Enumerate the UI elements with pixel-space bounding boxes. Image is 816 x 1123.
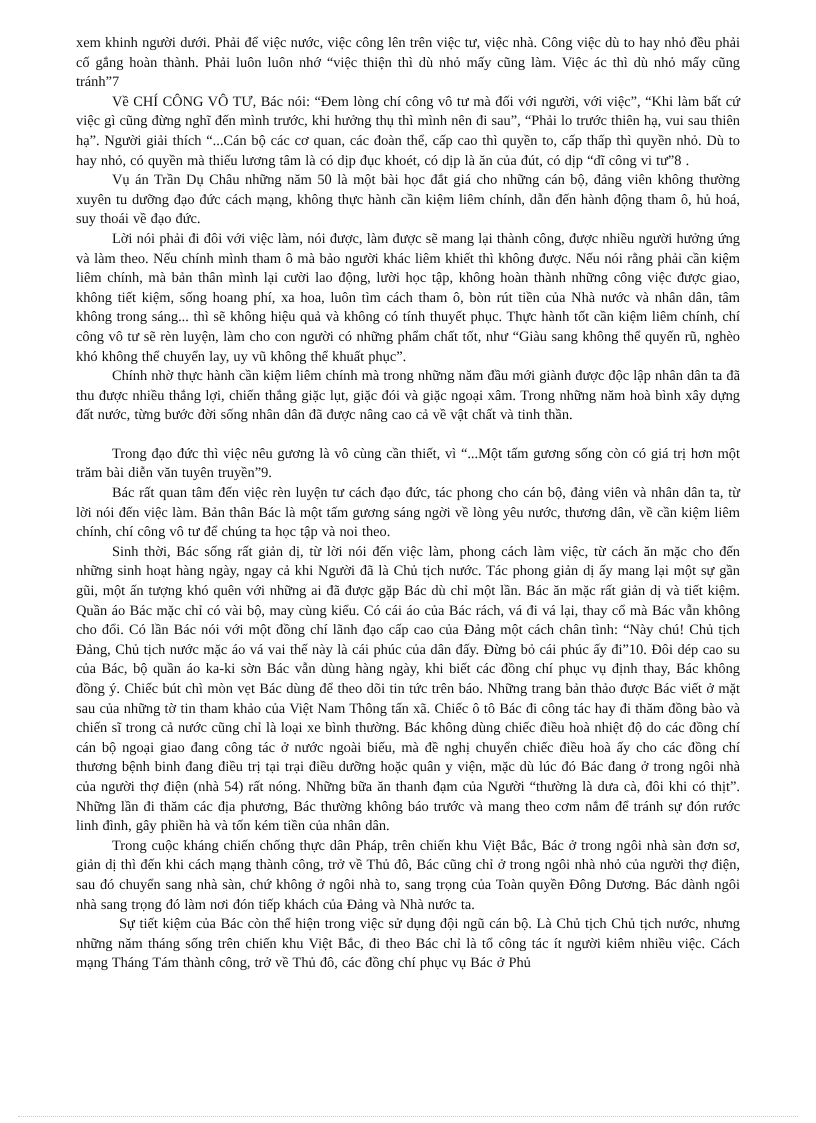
paragraph-gap [76,426,740,445]
paragraph-5: Trong đạo đức thì việc nêu gương là vô cùng cần thiết, vì “...Một tấm gương sống còn có giá trị hơn một trăm bài diễn văn tuyên truyền”9. [76,445,740,482]
paragraph-8: Trong cuộc kháng chiến chống thực dân Pháp, trên chiến khu Việt Bắc, Bác ở trong ngôi nhà sàn đơn sơ, giản dị thì đến khi cách mạng thành công, trở về Thủ đô, Bác cũng chỉ ở trong ngôi nhà nhỏ của người thợ điện, sau đó chuyển sang nhà sàn, chứ không ở ngôi nhà to, sang trọng của Toàn quyền Đông Dương. Bác dành ngôi nhà sang trọng đó làm nơi đón tiếp khách của Đảng và Nhà nước ta. [76,837,740,913]
paragraph-4: Chính nhờ thực hành cần kiệm liêm chính mà trong những năm đầu mới giành được độc lập nhân dân ta đã thu được nhiều thắng lợi, chiến thắng giặc lụt, giặc đói và giặc ngoại xâm. Trong những năm hoà bình xây dựng đất nước, từng bước đời sống nhân dân đã được nâng cao cả về vật chất và tinh thần. [76,368,740,424]
page-bottom-rule [18,1116,798,1117]
document-page [76,34,740,974]
paragraph-7: Sinh thời, Bác sống rất giản dị, từ lời nói đến việc làm, phong cách làm việc, từ cách ăn mặc cho đến những sinh hoạt hàng ngày, ngay cả khi Người đã là Chủ tịch nước. Tác phong giản dị ấy mang lại một sự gần gũi, một ấn tượng khó quên với những ai đã được gặp Bác dù chỉ một lần. Bác ăn mặc rất giản dị và tiết kiệm. Quần áo Bác mặc chỉ có vài bộ, may cùng kiểu. Có cái áo của Bác rách, vá đi vá lại, thay cổ mà Bác vẫn không cho đổi. Có lần Bác nói với một đồng chí lãnh đạo cấp cao của Đảng một cách chân tình: “Này chú! Chủ tịch Đảng, Chủ tịch nước mặc áo vá vai thế này là cái phúc của dân đấy. Đừng bỏ cái phúc ấy đi”10. Đôi dép cao su của Bác, bộ quần áo ka-ki sờn Bác vẫn dùng hàng ngày, khi biết các đồng chí phục vụ định thay, Bác không đồng ý. Chiếc bút chì mòn vẹt Bác dùng để theo dõi tin tức trên báo. Những trang bản thảo được Bác viết ở mặt sau của những tờ tin tham khảo của Việt Nam Thông tấn xã. Chiếc ô tô Bác đi công tác hay đi thăm đồng bào và chiến sĩ trong cả nước cũng chỉ là loại xe bình thường. Bác không dùng chiếc điều hoà nhiệt độ do các đồng chí cán bộ ngoại giao đang công tác ở nước ngoài biếu, mà đề nghị chuyển chiếc điều hoà ấy cho các đồng chí thương bệnh binh đang điều trị tại trại điều dưỡng hoặc quân y viện, mặc dù lúc đó Bác đang ở trong ngôi nhà của người thợ điện (nhà 54) rất nóng. Những bữa ăn thanh đạm của Người “thường là dưa cà, đôi khi có thịt”. Những lần đi thăm các địa phương, Bác thường không báo trước và mang theo cơm nắm để tránh sự đón rước linh đình, gây phiền hà và tốn kém tiền của nhân dân. [76,543,740,835]
paragraph-3: Lời nói phải đi đôi với việc làm, nói được, làm được sẽ mang lại thành công, được nhiều người hưởng ứng và làm theo. Nếu chính mình tham ô mà bảo người khác liêm khiết thì không được. Nếu nói rằng phải cần kiệm liêm chính, mà bản thân mình lại cười lao động, lười học tập, không hoàn thành những công việc được giao, không tiết kiệm, sống hoang phí, xa hoa, luôn tìm cách tham ô, bòn rút tiền của Nhà nước và nhân dân, tâm không trong sáng... thì sẽ không hiệu quả và không có tính thuyết phục. Thực hành tốt cần kiệm liêm chính, chí công vô tư sẽ rèn luyện, làm cho con người có những phẩm chất tốt, như “Giàu sang không thể quyến rũ, nghèo khó không thể chuyển lay, uy vũ không thể khuất phục”. [76,230,740,365]
paragraph-9: Sự tiết kiệm của Bác còn thể hiện trong việc sử dụng đội ngũ cán bộ. Là Chủ tịch Chủ tịch nước, nhưng những năm tháng sống trên chiến khu Việt Bắc, đi theo Bác chỉ là tổ công tác ít người kiêm nhiều việc. Cách mạng Tháng Tám thành công, trở về Thủ đô, các đồng chí phục vụ Bác ở Phủ [76,916,740,972]
paragraph-6: Bác rất quan tâm đến việc rèn luyện tư cách đạo đức, tác phong cho cán bộ, đảng viên và nhân dân ta, từ lời nói đến việc làm. Bản thân Bác là một tấm gương sáng ngời về lòng yêu nước, thương dân, về cần kiệm liêm chính, chí công vô tư để chúng ta học tập và noi theo. [76,485,740,541]
paragraph-2: Vụ án Trần Dụ Châu những năm 50 là một bài học đắt giá cho những cán bộ, đảng viên không thường xuyên tu dưỡng đạo đức cách mạng, không thực hành cần kiệm liêm chính, dẫn đến hành động tham ô, hủ hoá, suy thoái về đạo đức. [76,172,740,228]
paragraph-1: Về CHÍ CÔNG VÔ TƯ, Bác nói: “Đem lòng chí công vô tư mà đối với người, với việc”, “Khi làm bất cứ việc gì cũng đừng nghĩ đến mình trước, khi hưởng thụ thì mình nên đi sau”, “Phải lo trước thiên hạ, vui sau thiên hạ”. Người giải thích “...Cán bộ các cơ quan, các đoàn thể, cấp cao thì quyền to, cấp thấp thì quyền nhỏ. Dù to hay nhỏ, có quyền mà thiếu lương tâm là có dịp đục khoét, có dịp là ăn của đút, có dịp “dĩ công vi tư”8 . [76,93,740,169]
paragraph-0: xem khinh người dưới. Phải để việc nước, việc công lên trên việc tư, việc nhà. Công việc dù to hay nhỏ đều phải cố gắng hoàn thành. Phải luôn luôn nhớ “việc thiện thì dù nhỏ mấy cũng làm. Việc ác thì dù nhỏ mấy cũng tránh”7 [76,35,740,91]
